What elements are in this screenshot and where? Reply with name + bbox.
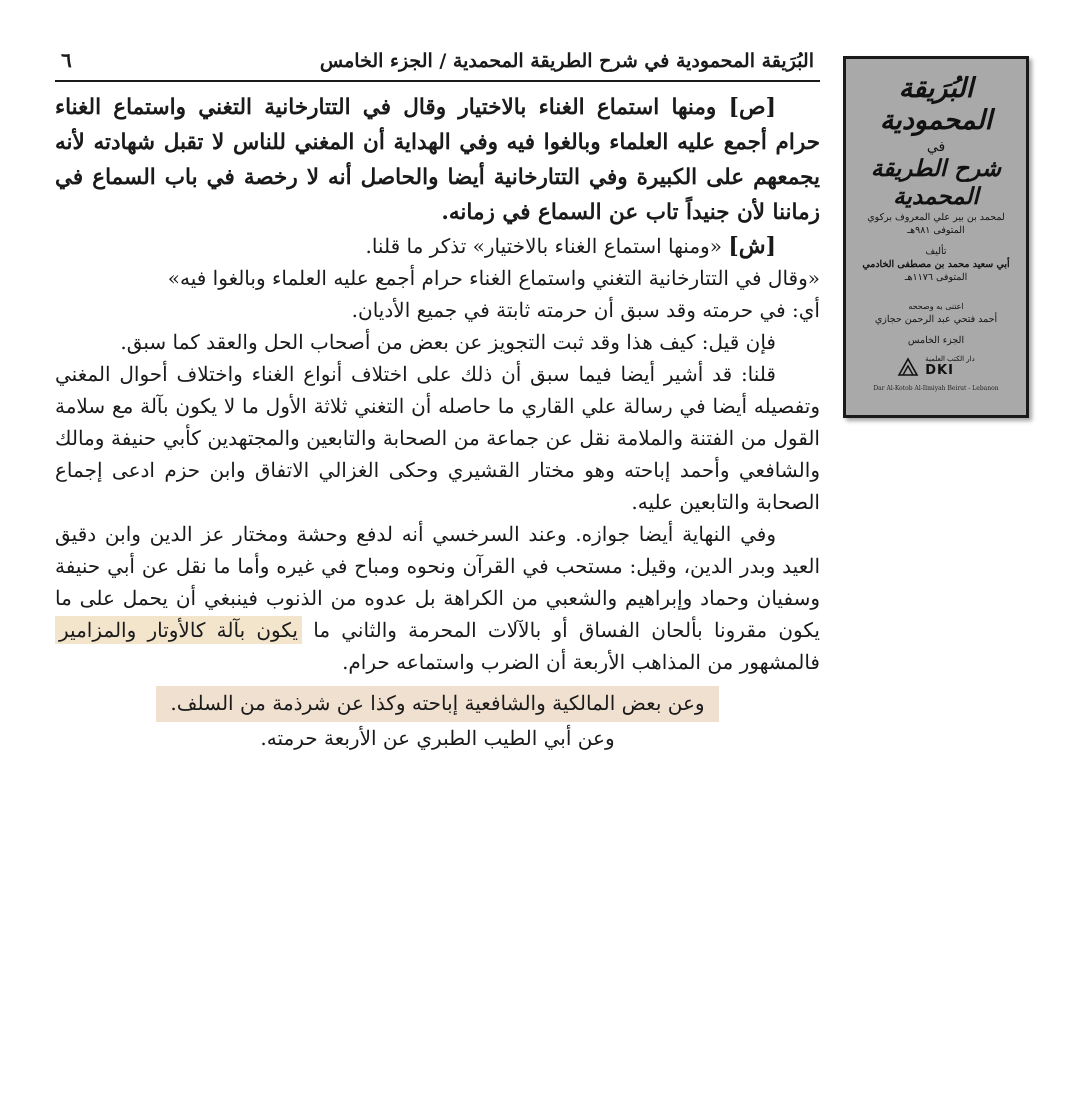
body-text — [55, 90, 820, 754]
sharh-paragraph-3: أي: في حرمته وقد سبق أن حرمته ثابتة في جميع الأديان. — [351, 298, 820, 322]
cover-author: لمحمد بن بير علي المعروف بركوي — [867, 212, 1005, 223]
closing-lines — [55, 684, 820, 754]
cover-fi: في — [926, 139, 946, 155]
matn-paragraph — [55, 90, 820, 230]
cover-title-bottom: شرح الطريقة المحمدية — [870, 155, 1002, 210]
publisher-info: Dar Al-Kotob Al-Ilmiyah Beirut - Lebanon — [873, 384, 999, 392]
running-title: البُرَيقة المحمودية في شرح الطريقة المحمدية / الجزء الخامس — [319, 50, 814, 72]
publisher-logo-text: DKI — [925, 363, 954, 378]
cover-author-death: المتوفى ٩٨١هـ — [907, 225, 965, 236]
highlighted-phrase: يكون بآلة كالأوتار والمزامير — [55, 616, 302, 644]
sharh-paragraph-6 — [55, 518, 820, 678]
sharh-paragraph-4: فإن قيل: كيف هذا وقد ثبت التجويز عن بعض من أصحاب الحل والعقد كما سبق. — [120, 330, 776, 354]
sharh-paragraph-5: قلنا: قد أشير أيضا فيما سبق أن ذلك على اختلاف أنواع الغناء واختلاف أحوال المغني وتفصيله أيضا في رسالة علي القاري ما حاصله أن التغني ثلاثة الأول ما لا يكون بآلة مع سلامة القول من الفتنة والملامة نقل عن جماعة من الصحابة والتابعين والمجتهدين كأبي حنيفة ومالك والشافعي وأحمد إباحته وهو مختار القشيري وحكى الغزالي الاتفاق وابن حزم ادعى إجماع الصحابة والتابعين عليه. — [55, 362, 820, 514]
matn-text: ومنها استماع الغناء بالاختيار وقال في التتارخانية التغني واستماع الغناء حرام أجمع عليه العلماء وبالغوا فيه وفي الهداية أن المغني للناس لا تقبل شهادته لأنه يجمعهم على الكبيرة وفي التتارخانية أيضا والحاصل أنه لا رخصة في باب السماع في زماننا لأن جنيداً تاب عن السماع في زمانه. — [55, 95, 820, 225]
last-line: وعن أبي الطيب الطبري عن الأربعة حرمته. — [260, 726, 615, 750]
document-page — [55, 48, 820, 754]
matn-marker: [ص] — [728, 94, 776, 120]
cover-title-top: البُرَيقة المحمودية — [879, 73, 993, 136]
publisher-arabic: دار الكتب العلمية — [925, 355, 975, 363]
running-header — [55, 48, 820, 82]
sharh-marker: [ش] — [728, 233, 776, 259]
cover-volume: الجزء الخامس — [907, 335, 965, 346]
sharh-paragraph-1 — [55, 230, 820, 262]
sharh-text-1: «ومنها استماع الغناء بالاختيار» تذكر ما قلنا. — [365, 234, 722, 258]
cover-talif: تأليف — [925, 246, 947, 257]
cover-commentator: أبي سعيد محمد بن مصطفى الخادمي — [862, 259, 1010, 270]
highlighted-line: وعن بعض المالكية والشافعية إباحته وكذا عن شرذمة من السلف. — [156, 686, 718, 722]
book-cover-image — [843, 56, 1029, 418]
cover-editor: أحمد فتحي عبد الرحمن حجازي — [874, 314, 998, 325]
cover-edited-label: اعتنى به وصححه — [908, 302, 964, 311]
sharh-text-6b: فالمشهور من المذاهب الأربعة أن الضرب واستماعه حرام. — [342, 650, 820, 674]
cover-commentator-death: المتوفى ١١٧٦هـ — [904, 272, 968, 283]
page-number: ٦ — [61, 48, 72, 72]
sharh-paragraph-2: «وقال في التتارخانية التغني واستماع الغناء حرام أجمع عليه العلماء وبالغوا فيه» — [167, 266, 820, 290]
publisher-logo — [897, 355, 975, 378]
publisher-emblem-icon — [897, 357, 919, 377]
sharh-text-6a: وفي النهاية أيضا جوازه. وعند السرخسي أنه لدفع وحشة ومختار عز الدين وابن دقيق العيد وبدر الدين، وقيل: مستحب في القرآن ونحوه ومباح في غيره وأما ما نقل عن أبي حنيفة وسفيان وحماد وإبراهيم والشعبي من الكراهة بل عدوه من الذنوب فينبغي أن يحمل على ما يكون مقرونا بألحان الفساق أو بالآلات المحرمة والثاني ما — [55, 522, 820, 642]
